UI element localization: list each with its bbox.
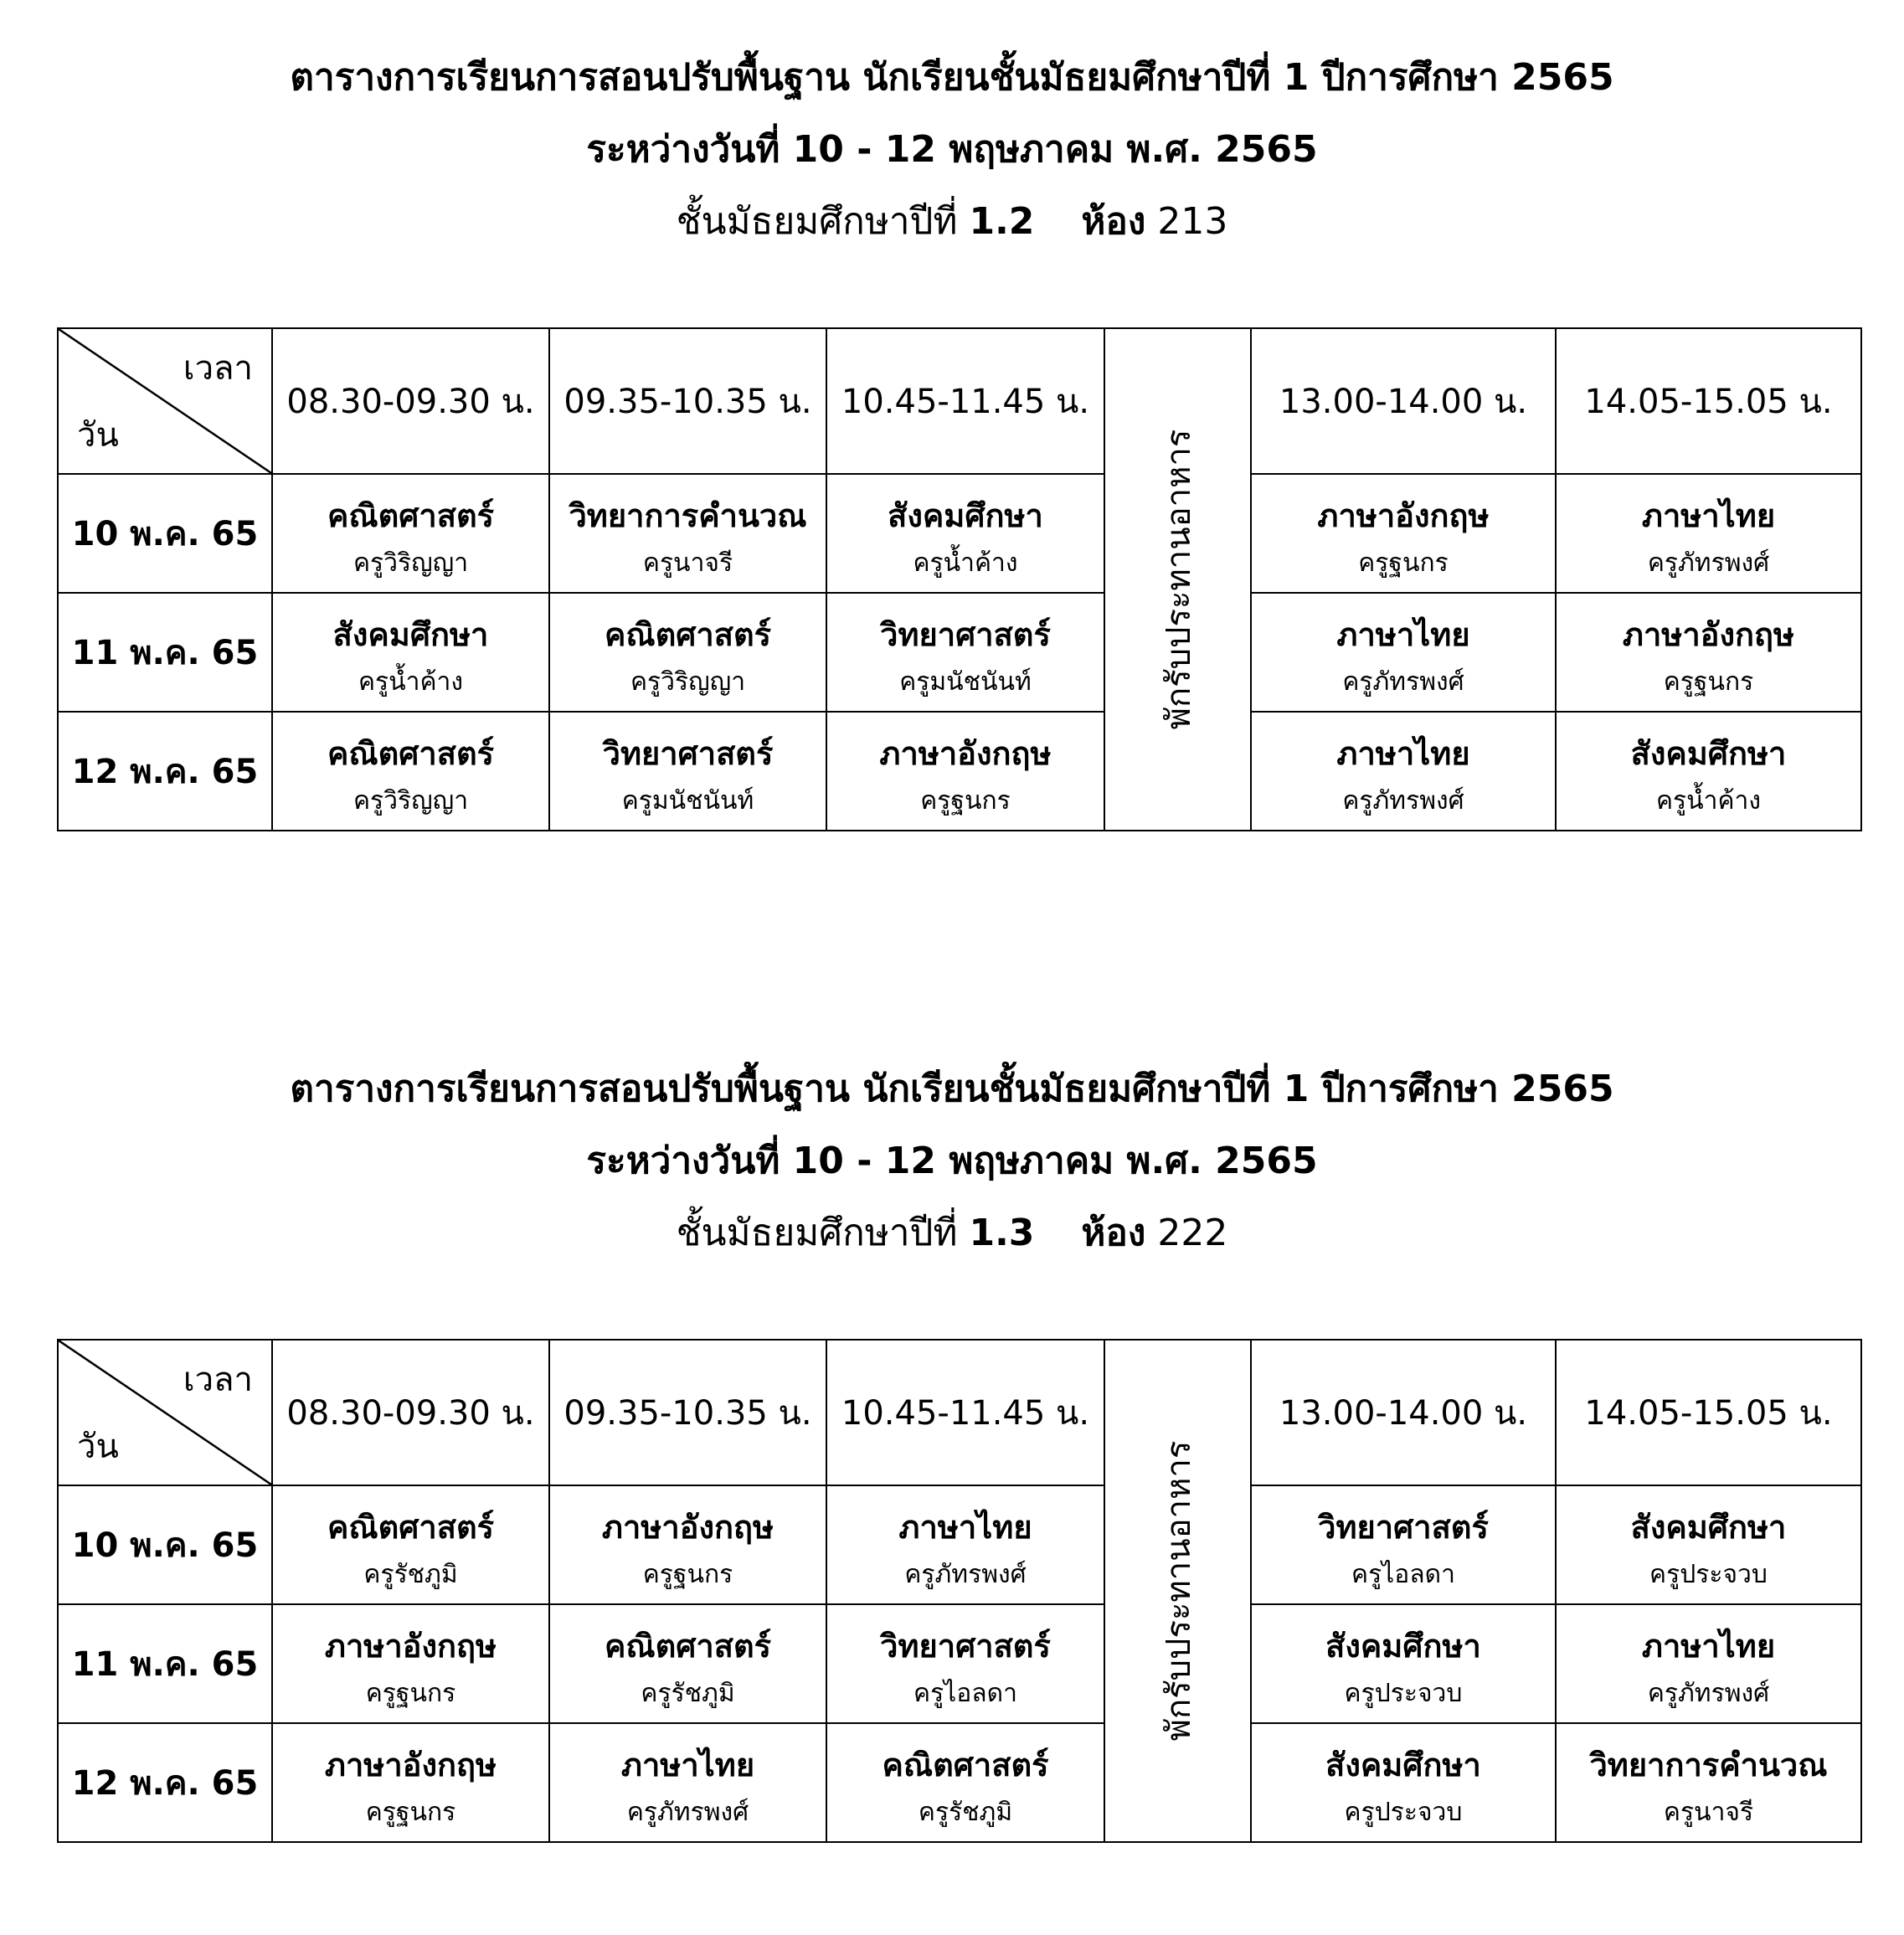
class-cell [1251, 593, 1556, 712]
class-cell [1556, 1723, 1861, 1842]
subject-name: วิทยาศาสตร์ [880, 616, 1051, 653]
class-cell [549, 1723, 826, 1842]
class-value: 1.2 [969, 200, 1035, 243]
subject-name: ภาษาไทย [620, 1747, 755, 1783]
day-label: 10 พ.ค. 65 [58, 474, 272, 593]
room-label: ห้อง [1081, 200, 1146, 243]
subject-name: สังคมศึกษา [1630, 735, 1787, 772]
day-label: 10 พ.ค. 65 [58, 1485, 272, 1604]
subject-name: คณิตศาสตร์ [327, 1509, 495, 1546]
subject-name: ภาษาไทย [1336, 616, 1470, 653]
corner-cell [58, 1340, 272, 1485]
teacher-name: ครูนาจรี [642, 548, 733, 578]
teacher-name: ครูไอลดา [913, 1679, 1017, 1708]
class-cell [549, 712, 826, 831]
schedule-title: ตารางการเรียนการสอนปรับพื้นฐาน นักเรียนชั้นมัธยมศึกษาปีที่ 1 ปีการศึกษา 2565 [290, 1068, 1614, 1110]
day-label: 11 พ.ค. 65 [58, 1604, 272, 1723]
day-label: 12 พ.ค. 65 [58, 1723, 272, 1842]
corner-time-label: เวลา [183, 1361, 253, 1399]
teacher-name: ครูฐนกร [365, 1679, 456, 1708]
class-cell [272, 593, 549, 712]
class-value: 1.3 [969, 1212, 1035, 1254]
class-cell [549, 593, 826, 712]
room-label: ห้อง [1081, 1212, 1146, 1254]
subject-name: ภาษาไทย [1641, 1628, 1776, 1665]
class-room-line [0, 1197, 1904, 1269]
teacher-name: ครูภัทรพงศ์ [1647, 548, 1770, 578]
timetable [57, 327, 1862, 831]
teacher-name: ครูน้ำค้าง [1655, 786, 1762, 816]
corner-day-label: วัน [77, 1428, 119, 1466]
teacher-name: ครูประจวบ [1344, 1679, 1463, 1708]
subject-name: วิทยาการคำนวณ [569, 497, 807, 534]
teacher-name: ครูฐนกร [642, 1560, 733, 1589]
class-cell [826, 712, 1104, 831]
class-cell [1556, 474, 1861, 593]
schedule-title: ตารางการเรียนการสอนปรับพื้นฐาน นักเรียนชั้นมัธยมศึกษาปีที่ 1 ปีการศึกษา 2565 [290, 56, 1614, 99]
room-value: 213 [1157, 200, 1228, 243]
class-cell [1556, 712, 1861, 831]
lunch-break-cell [1104, 328, 1251, 831]
subject-name: สังคมศึกษา [888, 497, 1043, 534]
class-cell [826, 474, 1104, 593]
class-label: ชั้นมัธยมศึกษาปีที่ [676, 200, 958, 243]
subject-name: คณิตศาสตร์ [604, 616, 772, 653]
class-cell [1251, 712, 1556, 831]
schedule-heading [0, 1053, 1904, 1269]
class-cell [272, 1485, 549, 1604]
header-row [58, 1340, 1861, 1485]
class-cell [1251, 1723, 1556, 1842]
teacher-name: ครูน้ำค้าง [358, 667, 464, 697]
class-cell [1251, 474, 1556, 593]
class-cell [1556, 1604, 1861, 1723]
period-header: 14.05-15.05 น. [1556, 328, 1861, 474]
class-cell [826, 593, 1104, 712]
corner-day-label: วัน [77, 416, 119, 455]
class-cell [1556, 1485, 1861, 1604]
class-cell [549, 1604, 826, 1723]
class-cell [549, 474, 826, 593]
subject-name: คณิตศาสตร์ [604, 1628, 772, 1665]
schedule-section [0, 1053, 1904, 1827]
schedule-section [0, 42, 1904, 816]
teacher-name: ครูวิริญญา [352, 786, 469, 816]
timetable [57, 1339, 1862, 1843]
teacher-name: ครูน้ำค้าง [913, 548, 1018, 578]
period-header: 08.30-09.30 น. [272, 328, 549, 474]
header-row [58, 328, 1861, 474]
subject-name: ภาษาอังกฤษ [1317, 497, 1490, 534]
subject-name: ภาษาอังกฤษ [601, 1509, 774, 1546]
period-header: 14.05-15.05 น. [1556, 1340, 1861, 1485]
class-cell [272, 474, 549, 593]
table-row [58, 1723, 1861, 1842]
table-row [58, 474, 1861, 593]
class-cell [272, 1604, 549, 1723]
lunch-break-label: พักรับประทานอาหาร [1159, 1440, 1198, 1742]
schedule-date-range: ระหว่างวันที่ 10 - 12 พฤษภาคม พ.ศ. 2565 [586, 128, 1318, 171]
subject-name: ภาษาอังกฤษ [879, 735, 1052, 772]
day-label: 12 พ.ค. 65 [58, 712, 272, 831]
subject-name: วิทยาศาสตร์ [602, 735, 774, 772]
period-header: 13.00-14.00 น. [1251, 1340, 1556, 1485]
lunch-break-cell [1104, 1340, 1251, 1842]
teacher-name: ครูรัชภูมิ [918, 1798, 1013, 1827]
teacher-name: ครูภัทรพงศ์ [904, 1560, 1027, 1589]
subject-name: ภาษาไทย [1641, 497, 1776, 534]
subject-name: ภาษาไทย [1336, 735, 1470, 772]
class-cell [1251, 1485, 1556, 1604]
day-label: 11 พ.ค. 65 [58, 593, 272, 712]
schedule-heading [0, 42, 1904, 258]
teacher-name: ครูมนัชนันท์ [621, 786, 754, 816]
table-row [58, 712, 1861, 831]
teacher-name: ครูรัชภูมิ [363, 1560, 458, 1589]
subject-name: ภาษาอังกฤษ [324, 1628, 497, 1665]
subject-name: สังคมศึกษา [332, 616, 489, 653]
teacher-name: ครูรัชภูมิ [641, 1679, 735, 1708]
subject-name: ภาษาอังกฤษ [1622, 616, 1795, 653]
class-cell [826, 1723, 1104, 1842]
teacher-name: ครูประจวบ [1344, 1798, 1463, 1827]
class-cell [1251, 1604, 1556, 1723]
table-row [58, 1604, 1861, 1723]
subject-name: ภาษาอังกฤษ [324, 1747, 497, 1783]
teacher-name: ครูประจวบ [1649, 1560, 1768, 1589]
teacher-name: ครูภัทรพงศ์ [1342, 667, 1464, 697]
teacher-name: ครูวิริญญา [352, 548, 469, 578]
room-value: 222 [1157, 1212, 1228, 1254]
period-header: 10.45-11.45 น. [826, 328, 1104, 474]
teacher-name: ครูฐนกร [920, 786, 1011, 816]
class-cell [549, 1485, 826, 1604]
teacher-name: ครูวิริญญา [630, 667, 746, 697]
subject-name: ภาษาไทย [898, 1509, 1032, 1546]
period-header: 09.35-10.35 น. [549, 328, 826, 474]
subject-name: วิทยาศาสตร์ [880, 1628, 1051, 1665]
period-header: 13.00-14.00 น. [1251, 328, 1556, 474]
class-cell [272, 1723, 549, 1842]
schedule-date-range: ระหว่างวันที่ 10 - 12 พฤษภาคม พ.ศ. 2565 [586, 1140, 1318, 1182]
subject-name: คณิตศาสตร์ [327, 735, 495, 772]
subject-name: สังคมศึกษา [1630, 1509, 1787, 1546]
teacher-name: ครูฐนกร [365, 1798, 456, 1827]
table-row [58, 593, 1861, 712]
subject-name: สังคมศึกษา [1325, 1747, 1481, 1783]
class-cell [826, 1604, 1104, 1723]
period-header: 10.45-11.45 น. [826, 1340, 1104, 1485]
table-row [58, 1485, 1861, 1604]
subject-name: วิทยาการคำนวณ [1589, 1747, 1828, 1783]
corner-cell [58, 328, 272, 474]
class-cell [1556, 593, 1861, 712]
teacher-name: ครูฐนกร [1663, 667, 1754, 697]
teacher-name: ครูนาจรี [1663, 1798, 1754, 1827]
teacher-name: ครูภัทรพงศ์ [1647, 1679, 1770, 1708]
teacher-name: ครูมนัชนันท์ [899, 667, 1032, 697]
subject-name: วิทยาศาสตร์ [1318, 1509, 1489, 1546]
subject-name: คณิตศาสตร์ [882, 1747, 1049, 1783]
class-cell [826, 1485, 1104, 1604]
subject-name: คณิตศาสตร์ [327, 497, 495, 534]
class-room-line [0, 186, 1904, 258]
teacher-name: ครูฐนกร [1358, 548, 1449, 578]
class-cell [272, 712, 549, 831]
teacher-name: ครูภัทรพงศ์ [1342, 786, 1464, 816]
class-label: ชั้นมัธยมศึกษาปีที่ [676, 1212, 958, 1254]
lunch-break-label: พักรับประทานอาหาร [1159, 429, 1198, 730]
teacher-name: ครูภัทรพงศ์ [626, 1798, 749, 1827]
period-header: 09.35-10.35 น. [549, 1340, 826, 1485]
subject-name: สังคมศึกษา [1325, 1628, 1481, 1665]
teacher-name: ครูไอลดา [1351, 1560, 1455, 1589]
period-header: 08.30-09.30 น. [272, 1340, 549, 1485]
corner-time-label: เวลา [183, 349, 253, 388]
